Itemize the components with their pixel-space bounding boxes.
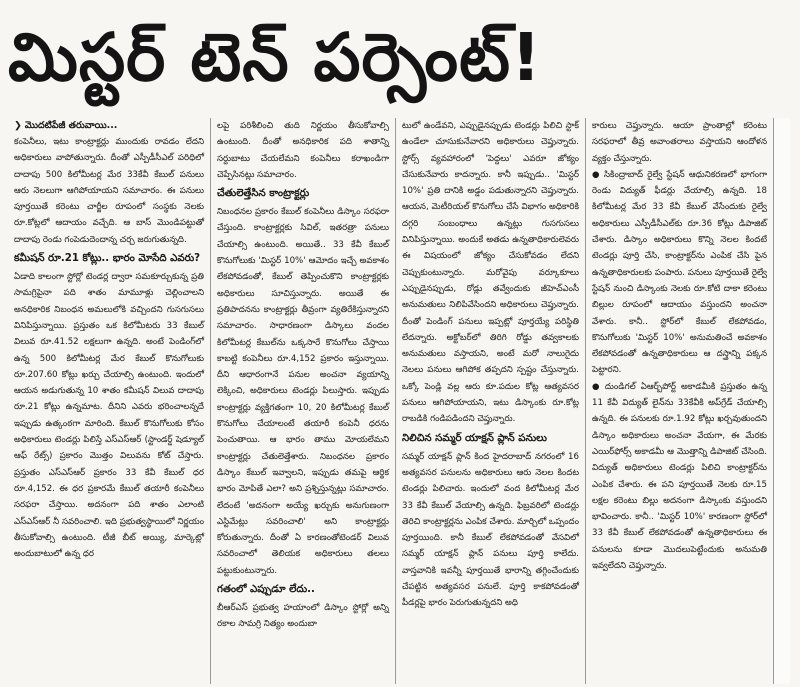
- bullet-text: దుండిగల్ ఏఆర్బ్‌పోర్ట్ అకాడమీకి ప్రస్తుతం ఉన్న 11 కేవీ విద్యుత్ లైన్‌ను 33కేవీకి అప్‌గ్రేడ్ చేయాల్సి ఉన్నది. ఈ పనులకు రూ.1.92 కోట్లు ఖర్చవుతుందని డిస్కాం అధికారులు అంచనా వేయగా, ఈ మేరకు ఎయిర్‌ఫోర్స్ అకాడమీ ఆ మొత్తాన్ని డిపాజిట్ చేసింది. విద్యుత్ అధికారులు టెండర్లు పిలిచి కాంట్రాక్టర్‌ను ఎంపిక చేశారు. ఈ పని పూర్తయితే నెలకు రూ.15 లక్షల కరెంటు బిల్లు అదనంగా డిస్కాంకు వస్తుందని భావించారు. కానీ.. 'మిస్టర్ 10%' కారణంగా స్టోర్‌లో 33 కేవీ కేబుల్ లేకపోవడంతో ఉన్నతాధికారులు ఈ పనులను కూడా మొదలుపెట్టేందుకు అనుమతి ఇవ్వలేదని చెప్తున్నారు.: [592, 381, 767, 572]
- column-1: [8, 118, 210, 684]
- subheading: గతంలో ఎప్పుడూ లేదు..: [217, 584, 315, 596]
- subheading: నిలిచిన సమ్మర్ యాక్షన్ ప్లాన్ పనులు: [402, 432, 547, 444]
- paragraph: లపై పరిశీలించి తుది నిర్ణయం తీసుకోవాల్సి ఉంటుంది. దీంతో అనధికారిక పది శాతాన్ని సర్దుబాటు చేయలేమని కంపెనీలు కరాఖండిగా చెప్పేసినట్లు సమాచారం.: [217, 121, 389, 180]
- subheading: కమీషన్ రూ.21 కోట్లు.. భారం మోసేది ఎవరు?: [14, 253, 201, 265]
- paragraph: టులో ఉండేవని, ఎప్పుడైనప్పుడు టెండర్లు పిలిచి స్టాక్ ఉండేలా చూసుకునేవారని అధికారులు చెప్తున్నారు. స్టోర్స్ వ్యవహారంలో 'పెద్దలు' ఎవరూ జోక్యం చేసుకునేవారు కాదన్నారు. కానీ ఇప్పుడు.. 'మిస్టర్ 10%' ప్రతి దానికి అడ్డం పడుతున్నారని చెప్తున్నారు. ఆయన, మెటీరియల్ కొనుగోలు చేసే విభాగం అధికారికి దగ్గరి సంబంధాలు ఉన్నట్లు గుసగుసలు వినిపిస్తున్నాయి. అందుకే అతడు ఉన్నతాధికారులెవరు ఈ విషయంలో జోక్యం చేసుకోవడం లేదని చెప్పుకుంటున్నారు. మరోవైపు వర్కూ‌కూలు ఎప్పుడైనప్పుడు, రోడ్లు తవ్వేందుకు జీహెచ్ఎంసీ అనుమతులు నిలిపివేసిందని అధికారులు చెప్తున్నారు. దీంతో పెండింగ్ పనులు ఇప్పట్లో పూర్తయ్యే పరిస్థితి లేదన్నారు. అక్టోబర్‌లో తిరిగి రోడ్డు తవ్వకాలకు అనుమతులు వస్తాయని, అంటే మరో నాలుగైదు నెలలు పనులు ఆగిపోక తప్పదని స్పష్టం చేస్తున్నారు. ఒక్కో పెండ్లి వల్ల ఆరు కూ.పదుల కోట్ల ఆత్యవసర పనులు ఆగిపోయాయని, ఇటు డిస్కాంకు రూ.కోట్ల రాబడికి గండిపడిందని చెప్తున్నారు.: [402, 121, 579, 425]
- paragraph: ఏడాది కాలంగా స్టోర్లో టెండర్ల ద్వారా సమకూర్చుకున్న ప్రతి సామగ్రిపైనా పది శాతం మామూళ్లు చెల్లించాలని అనధికారిక నిబంధన అమలులోకి వచ్చిందని గుసగుసలు వినిపిస్తున్నాయి. ప్రస్తుతం ఒక కిలోమీటరు 33 కేబుల్ విలువ రూ.41.52 లక్షలుగా ఉన్నది. అంటే పెండింగ్‌లో ఉన్న 500 కిలోమీటర్ల మేర కేబుల్ కొనుగోలుకు రూ.207.60 కోట్లు ఖర్చు చేయాల్సి ఉంటుంది. ఇందులో ఆయన అడుగుతున్న 10 శాతం కమీషన్ విలువ దాదాపు రూ.21 కోట్లు ఉన్నమాట. దీనిని ఎవరు భరించాలన్నదే ఇప్పుడు ఉత్కంఠగా మారింది. కేబుల్ కొనుగోలుకు కోసం అధికారులు టెండర్లు పిలిస్తే ఎస్ఎస్ఆర్ (స్టాండర్డ్ షెడ్యూల్ ఆఫ్ రేట్స్) ప్రకారం మొత్తం విలువను కోట్ చేస్తారు. ప్రస్తుతం ఎస్ఎస్ఆర్ ప్రకారం 33 కేవీ కేబుల్ ధర రూ.4,152. ఈ ధర ప్రకారమే కేబుల్ తయారీ కంపెనీలు సరఫరా చేస్తాయి. అదనంగా పది శాతం ఎలాంటి ఎస్ఎస్ఆర్ నీ సవరించాలి. ఇది ప్రభుత్వస్థాయిలో నిర్ణయం తీసుకోవాల్సి ఉంటుంది. టీజీ బీట్ అయ్యి, మార్కెట్లో అందుబాటులో ఉన్న ధర: [14, 272, 204, 560]
- continuation-kicker: [14, 118, 204, 134]
- kicker-text: మొదటిపేజీ తరువాయి...: [24, 120, 118, 131]
- column-3: [395, 118, 585, 684]
- bullet-text: సికింద్రాబాద్ రైల్వే స్టేషన్ ఆధునికరణలో భాగంగా రెండు విద్యుత్ ఫీడర్లు వేయాల్సి ఉన్నది. 18 కిలోమీటర్ల మేర 33 కేవీ కేబుల్ వేసేందుకు రైల్వే అధికారులు ఎస్పీడీసీఎల్‌కు రూ.36 కోట్లు డిపాజిట్ చేశారు. డిస్కాం అధికారులు కొన్ని నెలల కిందటే టెండర్లు పూర్తి చేసి, కాంట్రాక్టర్‌ను ఎంపిక చేసి పైన ఉన్నతాధికారులకు పంపారు. పనులు పూర్తయితే రైల్వే స్టేషన్ నుంచి డిస్కాంకు నెలకు రూ.కోటి దాకా కరెంటు బిల్లుల రూపంలో ఆదాయం వస్తుందని అంచనా వేశారు. కానీ.. స్టోర్‌లో కేబుల్ లేకపోవడం, కొనుగోలుకు 'మిస్టర్ 10%' అనుమతించే అవకాశం లేకపోవడంతో ఉన్నతాధికారులు ఆ దస్త్రాన్ని పక్కన పెట్టారని.: [592, 169, 768, 376]
- paragraph: నిబంధనల ప్రకారం కేబుల్ కంపెనీలు డిస్కాం సరఫరా చేస్తుంది. కాంట్రాక్టర్లకు సివిల్, ఇతరత్రా పనులు చేయాల్సి ఉంటుంది. అయితే.. 33 కేవీ కేబుల్ కొనుగోలుకు 'మిస్టర్ 10%' ఆమోదం ఇచ్చే అవకాశం లేకపోవడంతో, కేబుల్ తెప్పించుకొని కాంట్రాక్టర్లకు అధికారులు సూచిస్తున్నారు. అయితే ఈ ప్రతిపాదనను కాంట్రాక్టర్లు తీవ్రంగా వ్యతిరేకిస్తున్నారని సమాచారం. సాధారణంగా డిస్కాలు వందల కిలోమీటర్ల కేబుల్‌ను ఒక్కసారే కొనుగోలు చేస్తాయి కాబట్టి కంపెనీలు రూ.4,152 ప్రకారం ఇస్తున్నాయి. దీని ఆధారంగానే పనుల అంచనా వ్యయాన్ని లెక్కించి, అధికారులు టెండర్లు పిలుస్తారు. ఇప్పుడు కాంట్రాక్టర్లు వ్యక్తిగతంగా 10, 20 కిలోమీటర్ల కేబుల్ కొనుగోలు చేయాలంటే తయారీ కంపెనీ ధరను పెంచుతాయి. ఆ భారం తాము మోయలేమని కాంట్రాక్టర్లు చేతులెత్తేశారు. నిబంధనల ప్రకారం డిస్కాం కేబుల్ ఇవ్వాలని, ఇప్పుడు తమపై ఆర్థిక భారం మోపితే ఎలా? అని ప్రశ్నిస్తున్నట్లు సమాచారం. లేదంటే 'అదనంగా అయ్యే ఖర్చుకు అనుగుణంగా ఎస్టిమేట్లు సవరించాలి' అని కాంట్రాక్టర్లు కోరుతున్నారు. దీంతో ఏ కారణంతోటెండర్ విలువ సవరించాలో తెలియక అధికారులు తలలు పట్టుకుంటున్నారు.: [217, 207, 389, 576]
- adjacent-page-edge: [773, 118, 790, 684]
- chevron-right-icon: ❯: [14, 120, 22, 131]
- bullet-icon: ●: [592, 381, 602, 392]
- paragraph: కంపెనీలు, ఇటు కాంట్రాక్టర్లు ముందుకు రావడం లేదని అధికారులు వాపోతున్నారు. దీంతో ఎస్పీడీసీఎల్ పరిధిలో దాదాపు 500 కిలోమీటర్ల మేర 33కేవీ కేబుల్ పనులు ఆరు నెలలుగా ఆగిపోయాయని సమాచారం. ఈ పనులు పూర్తయితే కరెంటు చార్జీల రూపంలో సంస్థకు నెలకు రూ.కోట్లలో ఆదాయం వచ్చేది. ఆ బాస్ మొండిపట్టుతో దాదాపు రెండు గంపెడుదెందాన్న చర్చ జరుగుతున్నది.: [14, 137, 204, 245]
- headline: మిస్టర్ టెన్ పర్సెంట్!: [8, 19, 543, 96]
- column-4: [585, 118, 773, 684]
- bullet-paragraph: [592, 379, 767, 575]
- column-2: [210, 118, 395, 684]
- paragraph: సమ్మర్ యాక్షన్ ప్లాన్ కింద హైదరాబాద్ నగరంలో 16 అత్యవసర పనులను అధికారులు ఆరు నెలల కిందట టెండర్లు పిలిచారు. ఇందులో వంద కిలోమీటర్ల మేర 33 కేవీ కేబుల్ వేయాల్సి ఉన్నది. ఫిబ్రవరిలో టెండర్లు తెరిచి కాంట్రాక్టర్లను ఎంపిక చేశారు. మార్చిలో ఒప్పందం పూర్తయింది. కానీ కేబుల్ లేకపోవడంతో వేసవిలో సమ్మర్ యాక్షన్ ప్లాన్ పనులు పూర్తి కాలేదు. వాస్తవానికి ఇవన్నీ పూర్తయితే భారాన్ని తగ్గించేందుకు చేపట్టిన అత్యవసర పనులే. పూర్తి కాకపోవడంతో పీడర్లపై భారం పెరుగుతున్నదని అధి: [402, 451, 579, 609]
- bullet-icon: ●: [592, 169, 601, 180]
- paragraph: బీఆర్ఎస్ ప్రభుత్వ హయాంలో డిస్కాం స్టోర్లో అన్ని రకాల సామగ్రి నిత్యం అందుబా: [217, 603, 389, 630]
- paragraph: కారులు చెప్తున్నారు. ఆయా ప్రాంతాల్లో కరెంటు సరఫరాలో తీవ్ర అవాంతరాలు వస్తాయని ఆందోళన వ్యక్తం చేస్తున్నారు.: [592, 121, 767, 164]
- bullet-paragraph: [592, 167, 767, 379]
- article-columns: [8, 118, 790, 684]
- subheading: చేతులెత్తేసిన కాంట్రాక్టర్లు: [217, 188, 310, 200]
